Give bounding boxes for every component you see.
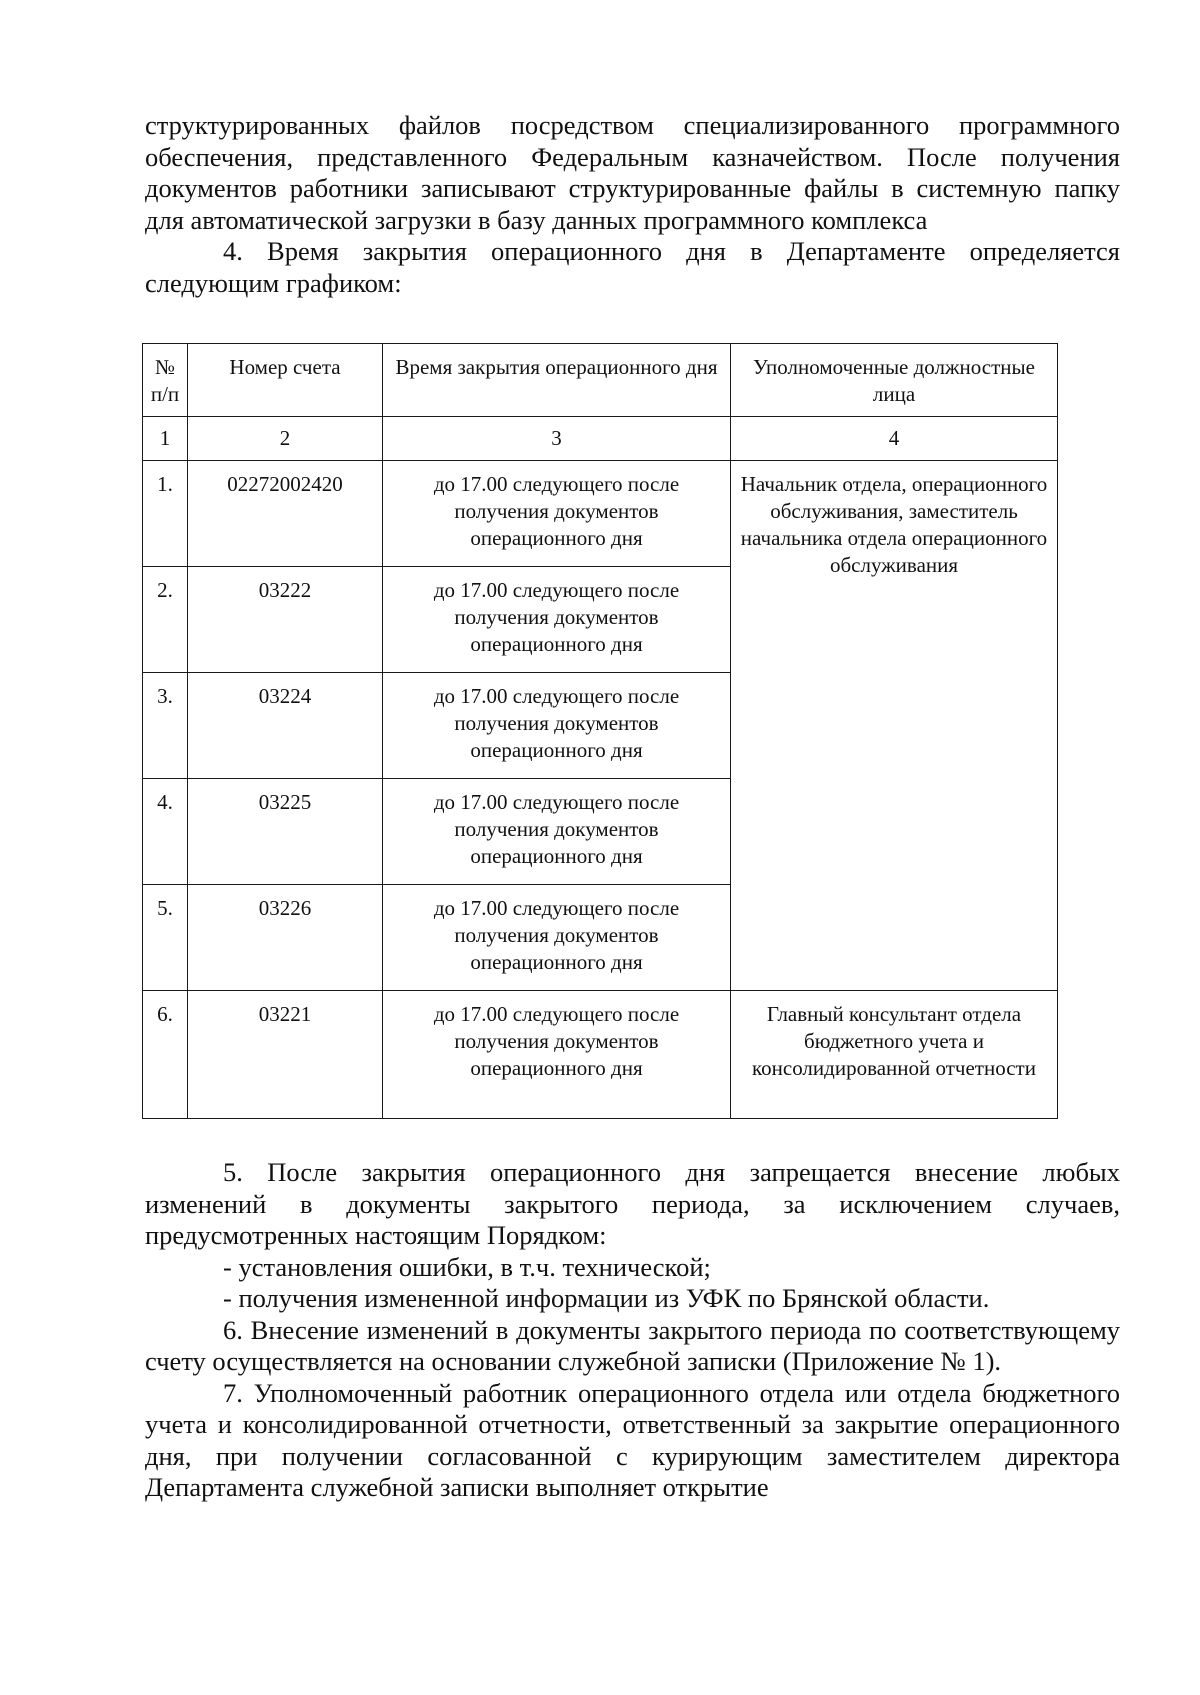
item-7-paragraph: 7. Уполномоченный работник операционного отдела или отдела бюджетного учета и консолидированной отчетности, ответственный за закрытие операционного дня, при получении согласованной с курирующим заместителем директора Департамента служебной записки выполняет открытие <box>145 1377 1120 1502</box>
row-closing-time: до 17.00 следующего после получения документов операционного дня <box>383 567 731 673</box>
item-6-paragraph: 6. Внесение изменений в документы закрытого периода по соответствующему счету осуществляется на основании служебной записки (Приложение № 1). <box>145 1314 1120 1376</box>
column-number: 2 <box>188 417 383 461</box>
row-account: 02272002420 <box>188 461 383 567</box>
header-officials: Уполномоченные должностные лица <box>731 344 1058 417</box>
column-number-row <box>143 417 1058 461</box>
row-num: 3. <box>143 673 188 779</box>
row-num: 4. <box>143 779 188 885</box>
document-page <box>145 110 1120 299</box>
table-row <box>143 991 1058 1119</box>
column-number: 4 <box>731 417 1058 461</box>
column-number: 1 <box>143 417 188 461</box>
intro-paragraph: структурированных файлов посредством специализированного программного обеспечения, представленного Федеральным казначейством. После получения документов работники записывают структурированные файлы в системную папку для автоматической загрузки в базу данных программного комплекса <box>145 110 1120 235</box>
document-body-continued <box>145 1157 1120 1504</box>
row-account: 03226 <box>188 885 383 991</box>
row-closing-time: до 17.00 следующего после получения документов операционного дня <box>383 779 731 885</box>
row-account: 03225 <box>188 779 383 885</box>
column-number: 3 <box>383 417 731 461</box>
header-closing-time: Время закрытия операционного дня <box>383 344 731 417</box>
row-closing-time: до 17.00 следующего после получения документов операционного дня <box>383 461 731 567</box>
closing-schedule-table <box>142 343 1058 1119</box>
row-num: 5. <box>143 885 188 991</box>
row-num: 2. <box>143 567 188 673</box>
row-num: 6. <box>143 991 188 1119</box>
officials-group-2: Главный консультант отдела бюджетного учета и консолидированной отчетности <box>731 991 1058 1119</box>
row-closing-time: до 17.00 следующего после получения документов операционного дня <box>383 885 731 991</box>
row-closing-time: до 17.00 следующего после получения документов операционного дня <box>383 673 731 779</box>
table-row <box>143 461 1058 567</box>
item-4-paragraph: 4. Время закрытия операционного дня в Департаменте определяется следующим графиком: <box>145 236 1120 298</box>
item-5-bullet-1: - установления ошибки, в т.ч. технической; <box>223 1251 711 1282</box>
officials-group-1: Начальник отдела, операционного обслуживания, заместитель начальника отдела операционного обслуживания <box>731 461 1058 991</box>
row-num: 1. <box>143 461 188 567</box>
header-account: Номер счета <box>188 344 383 417</box>
row-account: 03224 <box>188 673 383 779</box>
item-5-paragraph: 5. После закрытия операционного дня запрещается внесение любых изменений в документы закрытого периода, за исключением случаев, предусмотренных настоящим Порядком: <box>145 1157 1120 1250</box>
header-num: № п/п <box>143 344 188 417</box>
row-account: 03221 <box>188 991 383 1119</box>
row-account: 03222 <box>188 567 383 673</box>
item-5-bullet-2: - получения измененной информации из УФК по Брянской области. <box>223 1283 990 1313</box>
table-header-row <box>143 344 1058 417</box>
row-closing-time: до 17.00 следующего после получения документов операционного дня <box>383 991 731 1119</box>
